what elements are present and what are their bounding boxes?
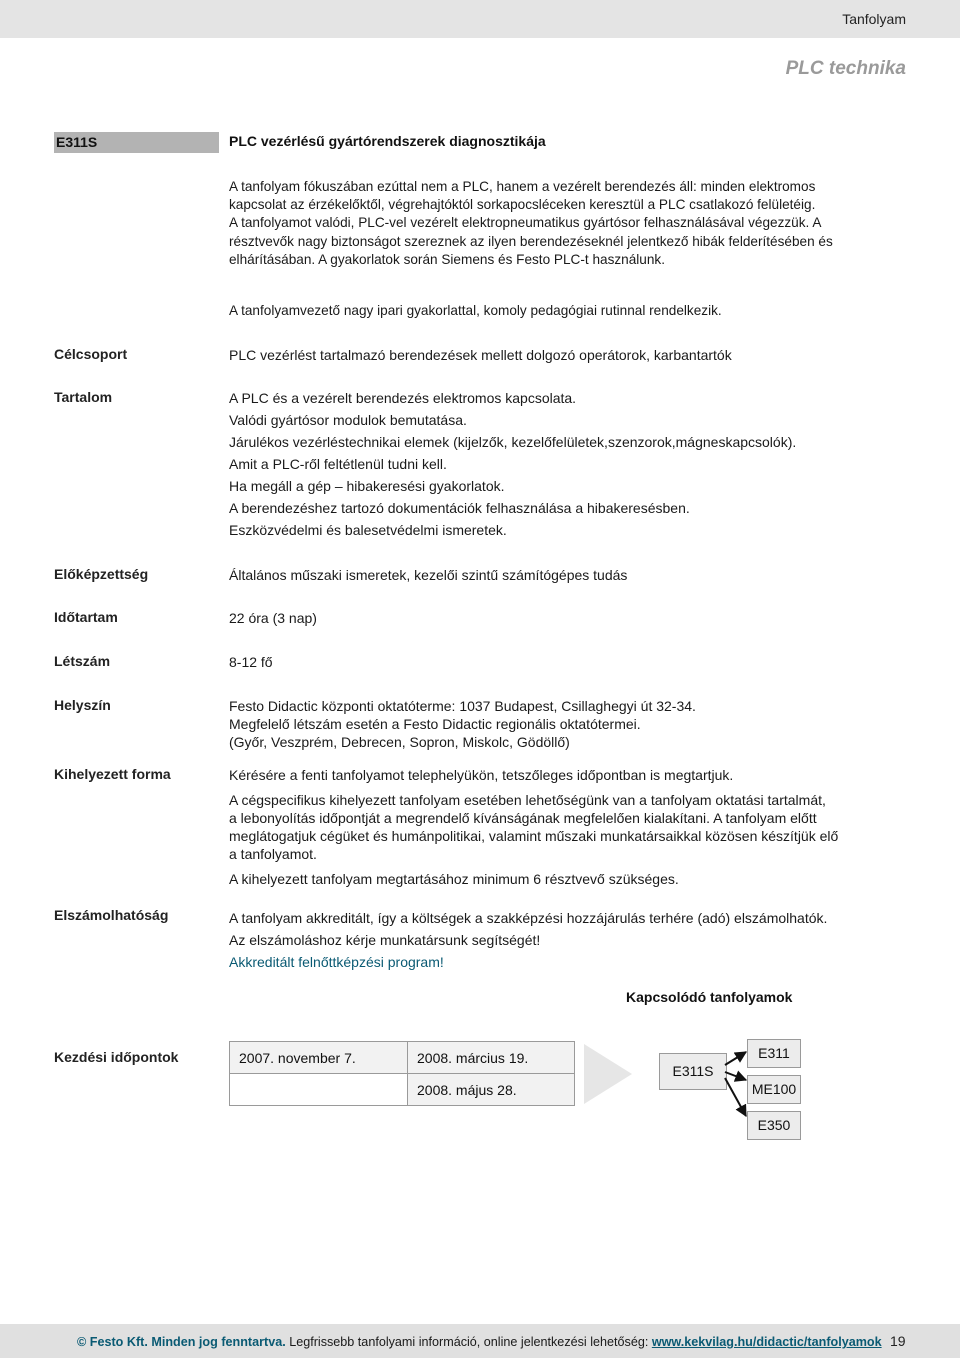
page-number: 19 (890, 1333, 906, 1349)
headcount-label: Létszám (54, 653, 111, 669)
onsite-line: a tanfolyamot. (229, 846, 317, 862)
table-row (230, 1042, 575, 1074)
prereq-label: Előképzettség (54, 566, 149, 582)
footer-text (77, 1335, 882, 1349)
headcount-value: 8-12 fő (229, 654, 273, 670)
location-value (229, 697, 889, 751)
related-course-box[interactable]: E350 (747, 1111, 801, 1140)
content-label: Tartalom (54, 389, 113, 405)
dates-table (229, 1041, 575, 1106)
intro-line: kapcsolat az érzékelőktől, végrehajtóktól sorkapocsléceken keresztül a PLC csatlakozó felületéig. (229, 197, 816, 213)
intro-line: elhárításában. A gyakorlatok során Siemens és Festo PLC-t használunk. (229, 251, 665, 267)
instructor-note: A tanfolyamvezető nagy ipari gyakorlattal, komoly pedagógiai rutinnal rendelkezik. (229, 303, 722, 318)
accounting-label: Elszámolhatóság (54, 907, 169, 923)
content-item: Járulékos vezérléstechnikai elemek (kijelzők, kezelőfelületek,szenzorok,mágneskapcsolók). (229, 434, 797, 450)
footer-info: Legfrissebb tanfolyami információ, online jelentkezési lehetőség: (289, 1335, 649, 1349)
related-course-box[interactable]: ME100 (747, 1075, 801, 1104)
duration-label: Időtartam (54, 609, 118, 625)
page-title: PLC technika (785, 58, 906, 79)
related-courses-title: Kapcsolódó tanfolyamok (626, 989, 793, 1005)
content-item: Ha megáll a gép – hibakeresési gyakorlatok. (229, 478, 505, 494)
onsite-value (229, 766, 889, 893)
dates-label: Kezdési időpontok (54, 1049, 179, 1065)
course-title: PLC vezérlésű gyártórendszerek diagnosztikája (229, 133, 546, 149)
content-list (229, 389, 889, 543)
duration-value: 22 óra (3 nap) (229, 610, 317, 626)
target-label: Célcsoport (54, 346, 128, 362)
arrow-icon (725, 1078, 746, 1116)
onsite-line: A cégspecifikus kihelyezett tanfolyam esetében lehetőségünk van a tanfolyam oktatási tartalmát, (229, 792, 826, 808)
arrow-icon (725, 1072, 746, 1080)
location-line: (Győr, Veszprém, Debrecen, Sopron, Miskolc, Gödöllő) (229, 734, 570, 750)
copyright: © Festo Kft. (77, 1335, 148, 1349)
prereq-value: Általános műszaki ismeretek, kezelői szintű számítógépes tudás (229, 567, 628, 583)
accreditation-note: Akkreditált felnőttképzési program! (229, 954, 444, 970)
section-label: Tanfolyam (842, 11, 906, 27)
footer (0, 1324, 960, 1358)
onsite-line: meglátogatjuk cégüket és humánpolitikai, valamint műszaki munkatársaikkal közösen készítjük elő (229, 828, 839, 844)
content-item: A berendezéshez tartozó dokumentációk felhasználása a hibakeresésben. (229, 500, 690, 516)
course-intro (229, 178, 889, 269)
intro-line: A tanfolyam fókuszában ezúttal nem a PLC, hanem a vezérelt berendezés áll: minden elektromos (229, 179, 816, 194)
course-code: E311S (54, 132, 219, 153)
content-item: A PLC és a vezérelt berendezés elektromos kapcsolata. (229, 390, 577, 406)
intro-line: A tanfolyamot valódi, PLC-vel vezérelt elektropneumatikus gyártósor felhasználásával végezzük. A (229, 215, 822, 231)
location-label: Helyszín (54, 697, 111, 713)
location-line: Festo Didactic központi oktatóterme: 1037 Budapest, Csillaghegyi út 32-34. (229, 698, 696, 714)
location-line: Megfelelő létszám esetén a Festo Didactic regionális oktatótermei. (229, 716, 641, 732)
onsite-line: a lebonyolítás időpontját a megrendelő kívánságának megfelelően kialakítani. A tanfolyam előtt (229, 810, 817, 826)
arrow-icon (725, 1052, 746, 1065)
rights-note: Minden jog fenntartva. (151, 1335, 286, 1349)
onsite-paragraph: A kihelyezett tanfolyam megtartásához minimum 6 résztvevő szükséges. (229, 871, 679, 887)
target-value: PLC vezérlést tartalmazó berendezések mellett dolgozó operátorok, karbantartók (229, 347, 732, 363)
content-item: Eszközvédelmi és balesetvédelmi ismeretek. (229, 522, 507, 538)
content-item: Valódi gyártósor modulok bemutatása. (229, 412, 467, 428)
footer-url-link[interactable]: www.kekvilag.hu/didactic/tanfolyamok (651, 1335, 882, 1349)
accounting-line: A tanfolyam akkreditált, így a költségek a szakképzési hozzájárulás terhére (adó) elszámolhatók. (229, 910, 828, 926)
accounting-line: Az elszámoláshoz kérje munkatársunk segítségét! (229, 932, 541, 948)
content-item: Amit a PLC-ről feltétlenül tudni kell. (229, 456, 447, 472)
related-course-box[interactable]: E311 (747, 1039, 801, 1068)
table-row (230, 1074, 575, 1106)
onsite-paragraph: Kérésére a fenti tanfolyamot telephelyükön, tetszőleges időpontban is megtartjuk. (229, 767, 734, 783)
onsite-label: Kihelyezett forma (54, 766, 171, 782)
arrow-connectors (720, 1040, 760, 1130)
date-cell: 2008. március 19. (408, 1042, 575, 1074)
date-cell (230, 1074, 408, 1106)
intro-line: résztvevők nagy biztonságot szereznek az ilyen berendezéseknél jelentkező hibák felderítésében és (229, 233, 833, 249)
chevron-shape (584, 1044, 632, 1104)
date-cell: 2007. november 7. (230, 1042, 408, 1074)
accounting-value (229, 907, 889, 973)
top-bar (0, 0, 960, 38)
related-source-box: E311S (659, 1053, 727, 1090)
date-cell: 2008. május 28. (408, 1074, 575, 1106)
onsite-paragraph (229, 791, 889, 863)
